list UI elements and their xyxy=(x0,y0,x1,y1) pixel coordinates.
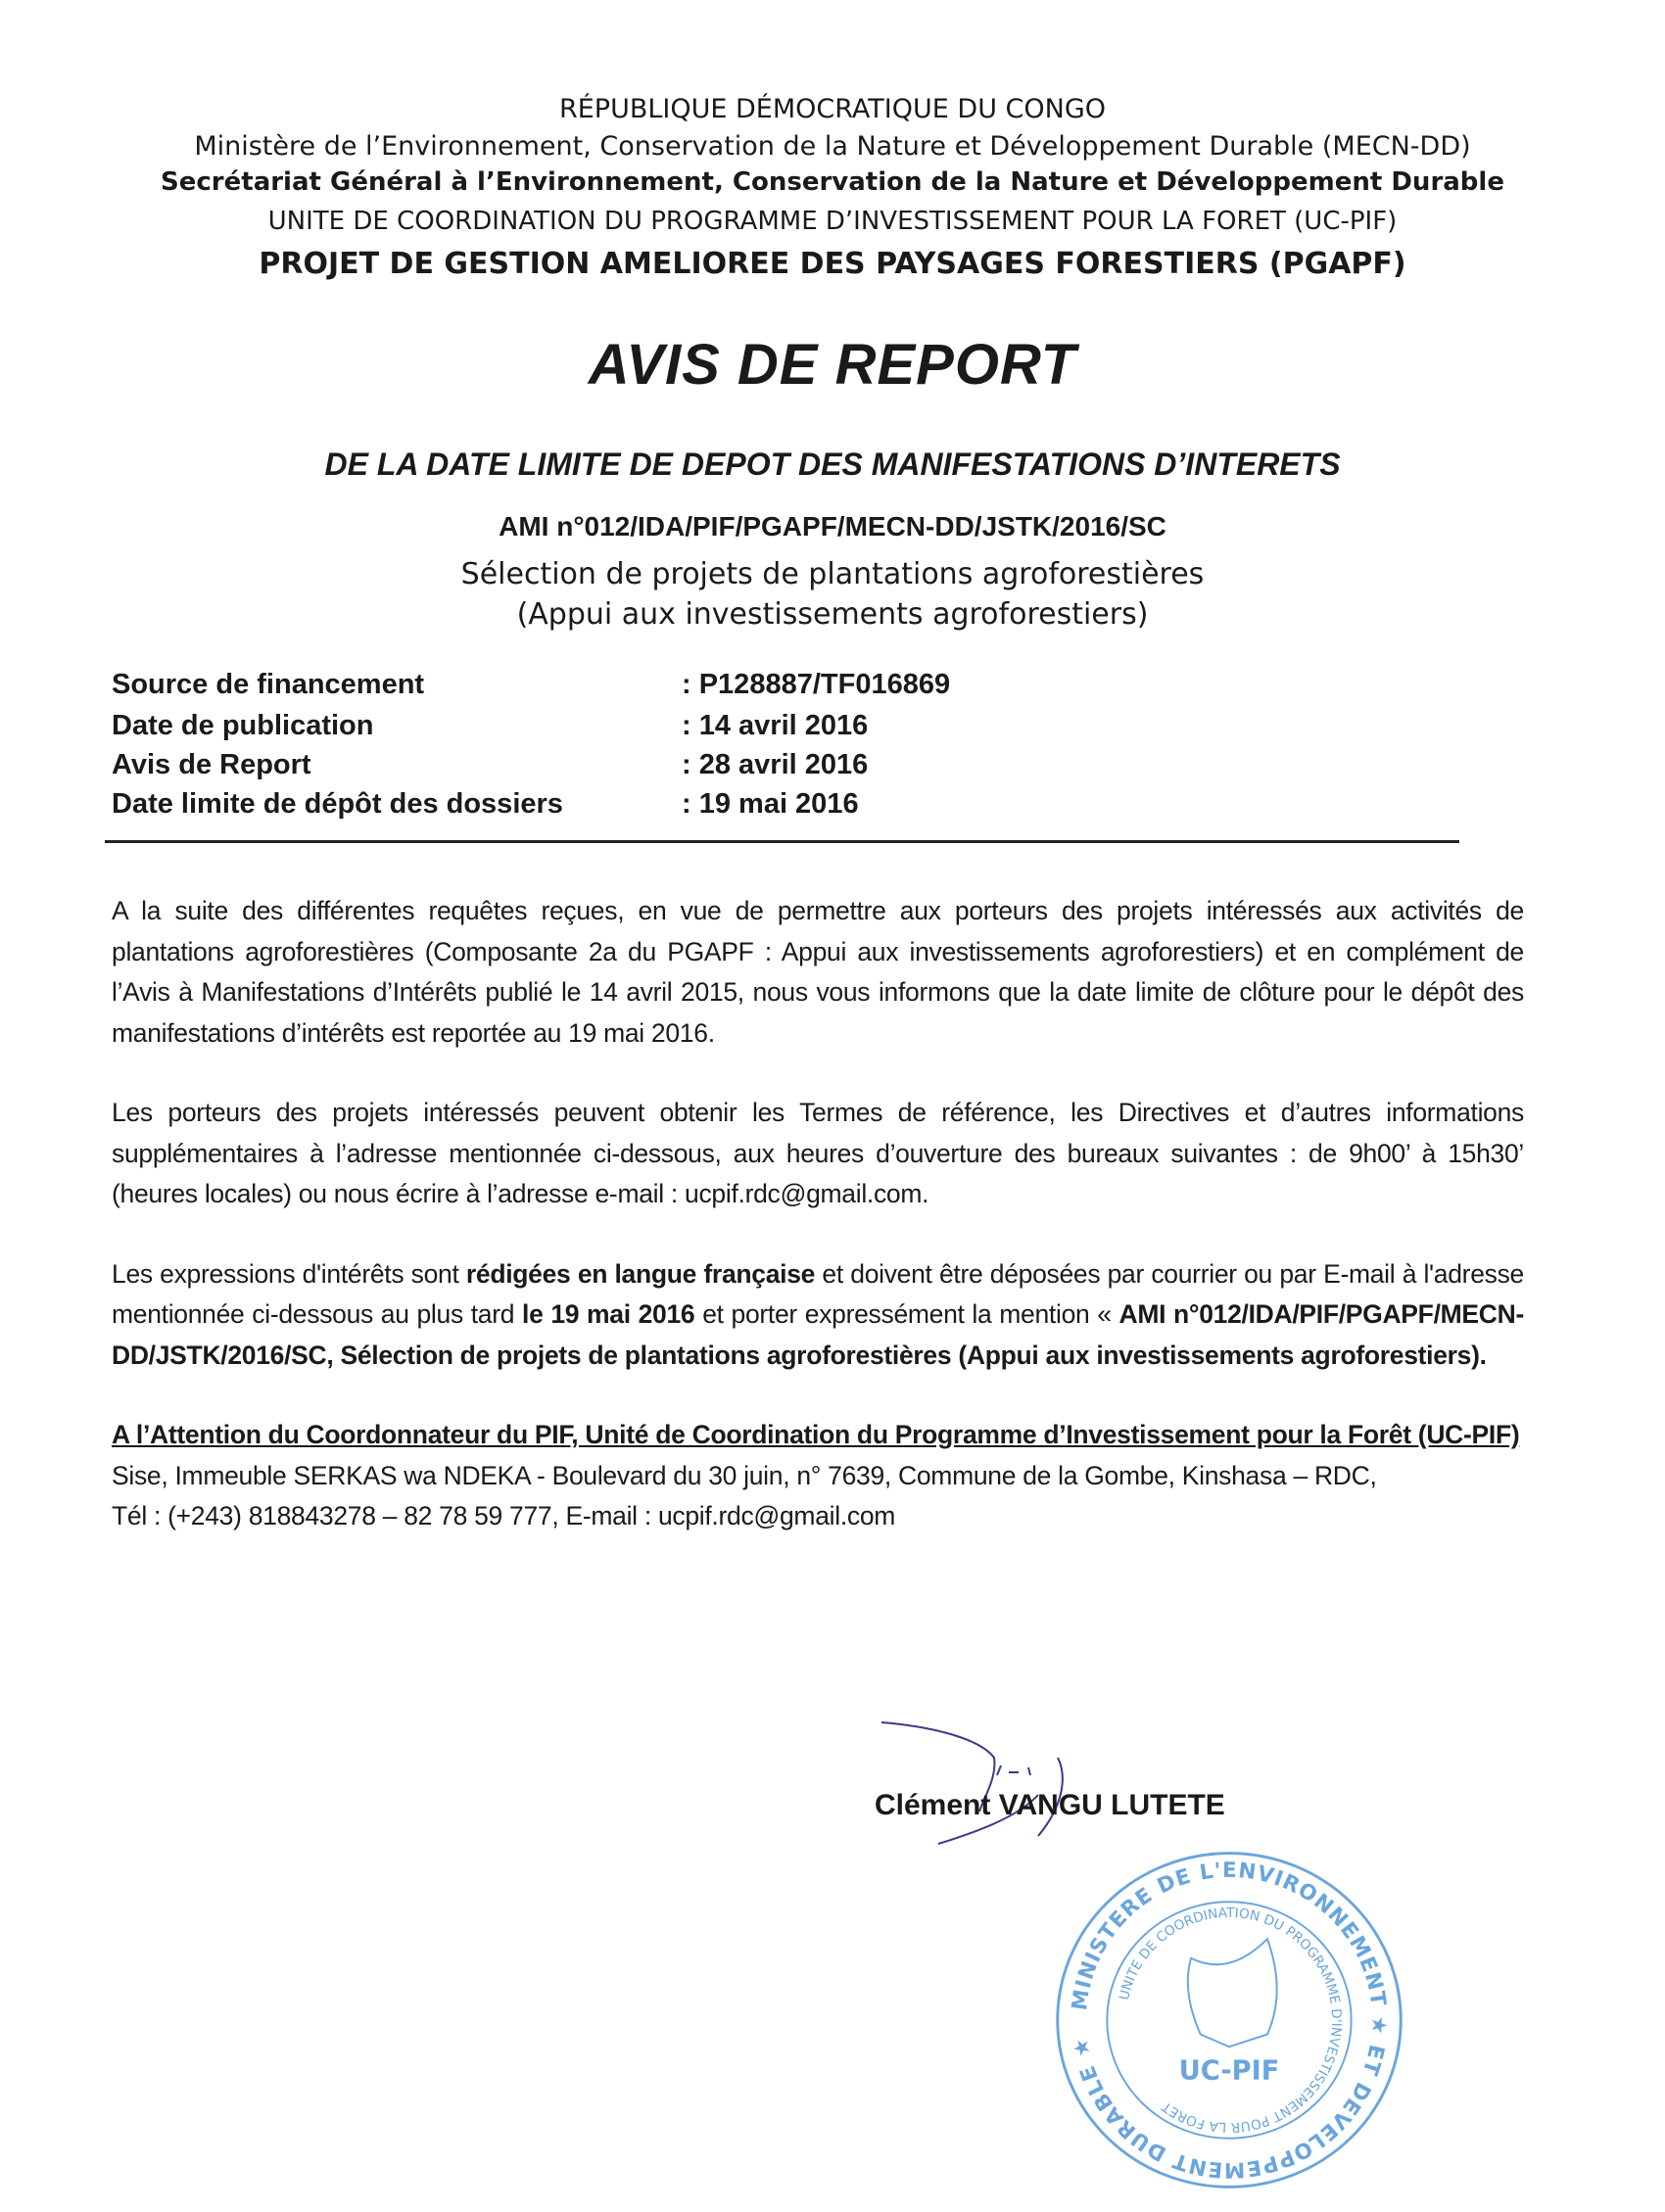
bold-date: le 19 mai 2016 xyxy=(522,1299,695,1329)
paragraph-submission xyxy=(112,1254,1524,1377)
text: et porter expressément la mention « xyxy=(694,1299,1119,1329)
body-text xyxy=(112,891,1524,1537)
detail-row xyxy=(112,709,1483,748)
detail-row xyxy=(112,748,1483,787)
signatory-first-name: Clément xyxy=(875,1789,999,1821)
detail-label: Date de publication xyxy=(112,710,374,741)
detail-label: Date limite de dépôt des dossiers xyxy=(112,788,563,820)
signatory-name xyxy=(875,1788,1225,1823)
detail-value: : 28 avril 2016 xyxy=(682,749,869,780)
text: et doivent être déposées par courrier ou par E-mail à l'adresse mentionnée ci-dessous au plus tard xyxy=(112,1258,1524,1329)
header-country: RÉPUBLIQUE DÉMOCRATIQUE DU CONGO xyxy=(558,94,1107,124)
address-block xyxy=(112,1456,1524,1537)
handwritten-signature xyxy=(872,1718,1107,1856)
bold-reference: AMI n°012/IDA/PIF/PGAPF/MECN-DD/JSTK/2016/SC, Sélection de projets de plantations agroforestières (Appui aux investissements agroforestiers). xyxy=(112,1299,1524,1370)
document-subtitle: DE LA DATE LIMITE DE DEPOT DES MANIFESTATIONS D’INTERETS xyxy=(324,447,1341,482)
selection-line-1: Sélection de projets de plantations agroforestières xyxy=(460,557,1205,591)
detail-value: : P128887/TF016869 xyxy=(682,669,951,700)
text: Les expressions d'intérêts sont xyxy=(112,1258,466,1289)
attention-line: A l’Attention du Coordonnateur du PIF, Unité de Coordination du Programme d’Investissement pour la Forêt (UC-PIF) xyxy=(112,1420,1520,1449)
detail-row xyxy=(112,787,1483,826)
svg-text:MINISTERE DE L'ENVIRONNEMENT ★: MINISTERE DE L'ENVIRONNEMENT ★ ET DEVELOPPEMENT DURABLE ★ xyxy=(1067,1858,1392,2183)
svg-text:UNITE DE COORDINATION DU PROGR: UNITE DE COORDINATION DU PROGRAMME D'INVESTISSEMENT POUR LA FORET xyxy=(1116,1905,1345,2136)
contact: Tél : (+243) 818843278 – 82 78 59 777, E-mail : ucpif.rdc@gmail.com xyxy=(112,1501,896,1530)
header-unit: UNITE DE COORDINATION DU PROGRAMME D’INVESTISSEMENT POUR LA FORET (UC-PIF) xyxy=(267,207,1398,236)
header-project: PROJET DE GESTION AMELIOREE DES PAYSAGES FORESTIERS (PGAPF) xyxy=(259,247,1406,281)
detail-label: Avis de Report xyxy=(112,749,311,780)
official-stamp xyxy=(1048,1839,1410,2201)
detail-label: Source de financement xyxy=(112,669,425,700)
ami-reference: AMI n°012/IDA/PIF/PGAPF/MECN-DD/JSTK/2016/SC xyxy=(499,511,1166,541)
detail-value: : 14 avril 2016 xyxy=(682,710,869,741)
detail-row xyxy=(112,668,1483,707)
paragraph-information: Les porteurs des projets intéressés peuvent obtenir les Termes de référence, les Directives et d’autres informations supplémentaires à l’adresse mentionnée ci-dessous, aux heures d’ouverture des bureaux suivantes : de 9h00’ à 15h30’ (heures locales) ou nous écrire à l’adresse e-mail : ucpif.rdc@gmail.com. xyxy=(112,1098,1524,1208)
svg-text:UC-PIF: UC-PIF xyxy=(1178,2055,1280,2087)
signatory-last-name: VANGU LUTETE xyxy=(998,1789,1225,1821)
bold-text: rédigées en langue française xyxy=(465,1258,816,1289)
header-secretariat: Secrétariat Général à l’Environnement, Conservation de la Nature et Développement Durable xyxy=(161,167,1504,197)
detail-value: : 19 mai 2016 xyxy=(682,788,859,820)
divider xyxy=(105,840,1459,843)
document-title: AVIS DE REPORT xyxy=(588,333,1077,397)
paragraph-postponement: A la suite des différentes requêtes reçues, en vue de permettre aux porteurs des projets intéressés aux activités de plantations agroforestières (Composante 2a du PGAPF : Appui aux investissements agroforestiers) et en complément de l’Avis à Manifestations d’Intérêts publié le 14 avril 2015, nous vous informons que la date limite de clôture pour le dépôt des manifestations d’intérêts est reportée au 19 mai 2016. xyxy=(112,896,1524,1048)
selection-line-2: (Appui aux investissements agroforestiers) xyxy=(516,597,1149,632)
address: Sise, Immeuble SERKAS wa NDEKA - Boulevard du 30 juin, n° 7639, Commune de la Gombe, Kinshasa – RDC, xyxy=(112,1460,1377,1490)
header-ministry: Ministère de l’Environnement, Conservation de la Nature et Développement Durable (MECN-DD) xyxy=(194,131,1471,162)
